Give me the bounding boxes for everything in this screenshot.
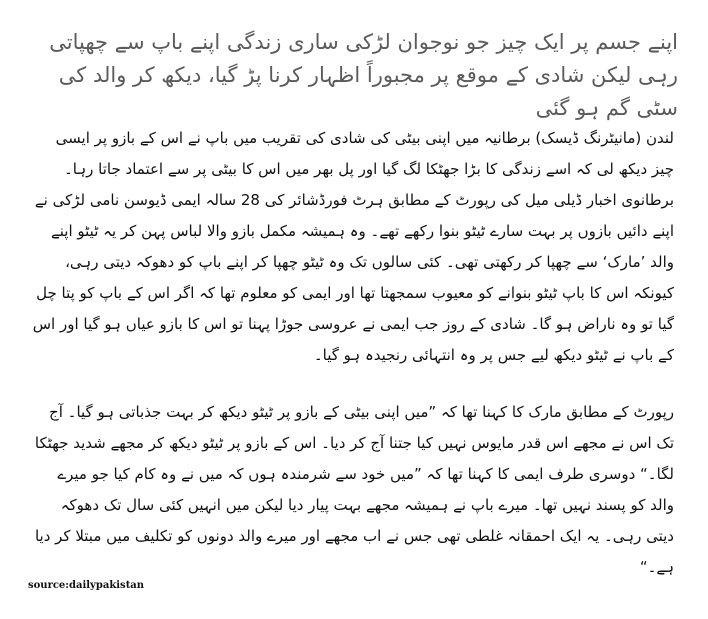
article-paragraph: رپورٹ کے مطابق مارک کا کہنا تھا کہ ”میں اپنی بیٹی کے بازو پر ٹیٹو دیکھ کر بہت جذباتی ہو گیا۔ آج تک اس نے مجھے اس قدر مایوس نہیں کیا جتنا آج کر دیا۔ اس کے بازو پر ٹیٹو دیکھ کر مجھے شدید جھٹکا لگا۔“ دوسری طرف ایمی کا کہنا تھا کہ ”میں خود سے شرمندہ ہوں کہ میں نے وہ کام کیا جو میرے والد کو پسند نہیں تھا۔ میرے باپ نے ہمیشہ مجھے بہت پیار دیا لیکن میں انہیں کئی سال تک دھوکہ دیتی رہی۔ یہ ایک احمقانہ غلطی تھی جس نے اب مجھے اور میرے والد دونوں کو تکلیف میں مبتلا کر دیا ہے۔“ [34,403,674,576]
article-headline: اپنے جسم پر ایک چیز جو نوجوان لڑکی ساری زندگی اپنے باپ سے چھپاتی رہی لیکن شادی کے موقع پر مجبوراً اظہار کرنا پڑ گیا، دیکھ کر والد کی سٹی گم ہو گئی [49,30,678,120]
source-credit: source:dailypakistan [28,580,145,591]
article-paragraph: لندن (مانیٹرنگ ڈیسک) برطانیہ میں اپنی بیٹی کی شادی کی تقریب میں باپ نے اس کے بازو پر ایسی چیز دیکھ لی کہ اسے زندگی کا بڑا جھٹکا لگ گیا اور پل بھر میں اس کا بیٹی پر سے اعتماد جاتا رہا۔ برطانوی اخبار ڈیلی میل کی رپورٹ کے مطابق ہرٹ فورڈشائر کی 28 سالہ ایمی ڈیوسن نامی لڑکی نے اپنے دائیں بازوں پر بہت سارے ٹیٹو بنوا رکھے تھے۔ وہ ہمیشہ مکمل بازو والا لباس پہن کر یہ ٹیٹو اپنے والد ’مارک‘ سے چھپا کر رکھتی تھی۔ کئی سالوں تک وہ ٹیٹو چھپا کر اپنے باپ کو دھوکہ دیتی رہی، کیونکہ اس کا باپ ٹیٹو بنوانے کو معیوب سمجھتا تھا اور ایمی کو معلوم تھا کہ اگر اس کے باپ کو پتا چل گیا تو وہ ناراض ہو گا۔ شادی کے روز جب ایمی نے عروسی جوڑا پہنا تو اس کا بازو عیاں ہو گیا اور اس کے باپ نے ٹیٹو دیکھ لیے جس پر وہ انتہائی رنجیدہ ہو گیا۔ [32,129,674,364]
